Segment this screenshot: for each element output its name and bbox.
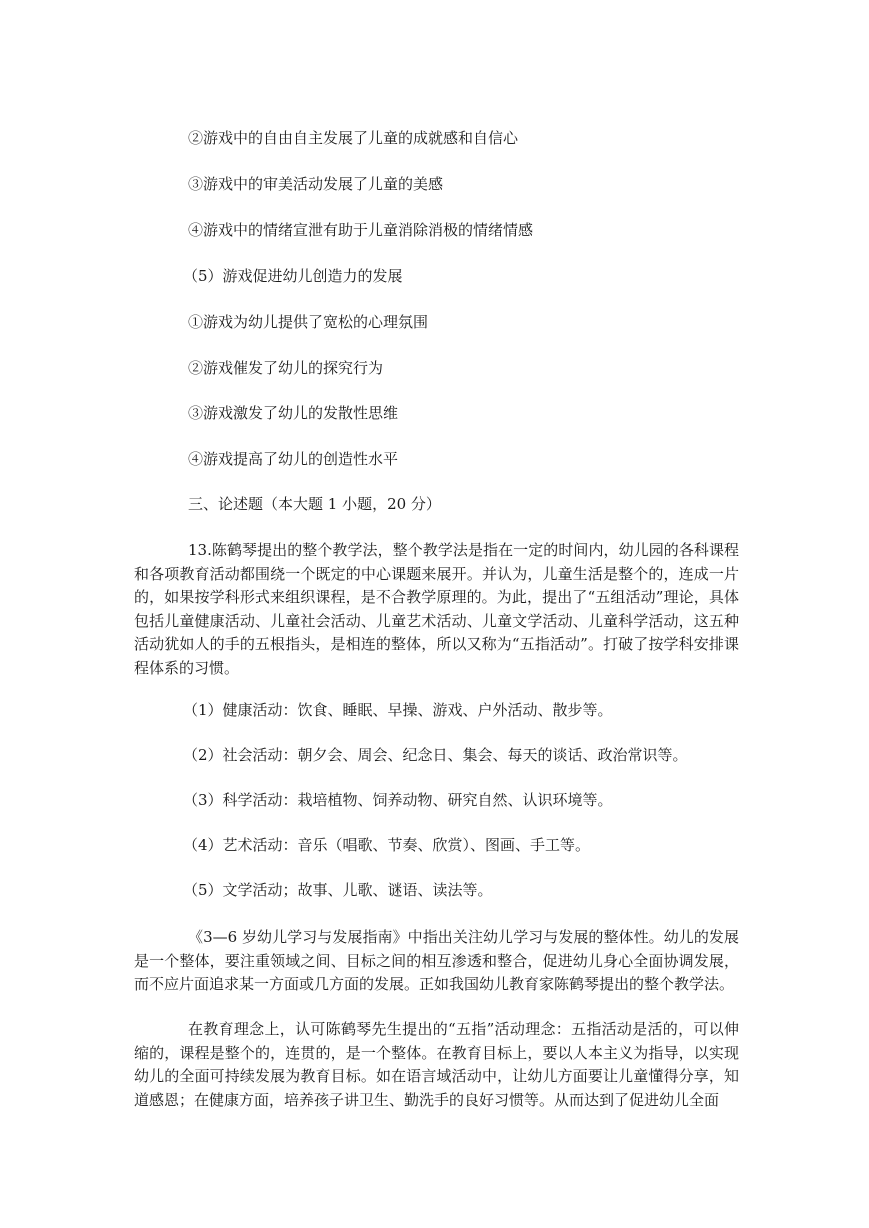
list-item: ②游戏催发了幼儿的探究行为 — [188, 359, 384, 377]
list-item: ④游戏提高了幼儿的创造性水平 — [188, 450, 399, 468]
question-paragraph: 13.陈鹤琴提出的整个教学法，整个教学法是指在一定的时间内，幼儿园的各科课程和各项教育活动都围绕一个既定的中心课题来展开。并认为，儿童生活是整个的，连成一片的，如果按学科形式来组织课程，是不合教学原理的。为此，提出了“五组活动”理论，具体包括儿童健康活动、儿童社会活动、儿童艺术活动、儿童文学活动、儿童科学活动，这五种活动犹如人的手的五根指头，是相连的整体，所以又称为“五指活动”。打破了按学科安排课程体系的习惯。 — [134, 541, 739, 677]
activity-item: （2）社会活动：朝夕会、周会、纪念日、集会、每天的谈话、政治常识等。 — [183, 746, 688, 764]
activity-item: （5）文学活动；故事、儿歌、谜语、读法等。 — [183, 881, 493, 899]
activity-item: （3）科学活动：栽培植物、饲养动物、研究自然、认识环境等。 — [183, 791, 613, 809]
list-item: ②游戏中的自由自主发展了儿童的成就感和自信心 — [188, 129, 519, 147]
concept-paragraph: 在教育理念上，认可陈鹤琴先生提出的“五指”活动理念：五指活动是活的，可以伸缩的，课程是整个的，连贯的，是一个整体。在教育目标上，要以人本主义为指导，以实现幼儿的全面可持续发展为教育目标。如在语言域活动中，让幼儿方面要让儿童懂得分享，知道感恩；在健康方面，培养孩子讲卫生、勤洗手的良好习惯等。从而达到了促进幼儿全面 — [134, 1020, 739, 1109]
list-item: ③游戏激发了幼儿的发散性思维 — [188, 404, 399, 422]
section-heading: （5）游戏促进幼儿创造力的发展 — [183, 267, 403, 285]
list-item: ①游戏为幼儿提供了宽松的心理氛围 — [188, 313, 429, 331]
part-heading: 三、论述题（本大题 1 小题，20 分） — [188, 495, 441, 513]
list-item: ④游戏中的情绪宣泄有助于儿童消除消极的情绪情感 — [188, 221, 534, 239]
guide-paragraph: 《3—6 岁幼儿学习与发展指南》中指出关注幼儿学习与发展的整体性。幼儿的发展是一个整体，要注重领域之间、目标之间的相互渗透和整合，促进幼儿身心全面协调发展，而不应片面追求某一方面或几方面的发展。正如我国幼儿教育家陈鹤琴提出的整个教学法。 — [134, 928, 739, 993]
activity-item: （1）健康活动：饮食、睡眠、早操、游戏、户外活动、散步等。 — [183, 701, 613, 719]
activity-item: （4）艺术活动：音乐（唱歌、节奏、欣赏）、图画、手工等。 — [183, 836, 591, 854]
list-item: ③游戏中的审美活动发展了儿童的美感 — [188, 175, 444, 193]
